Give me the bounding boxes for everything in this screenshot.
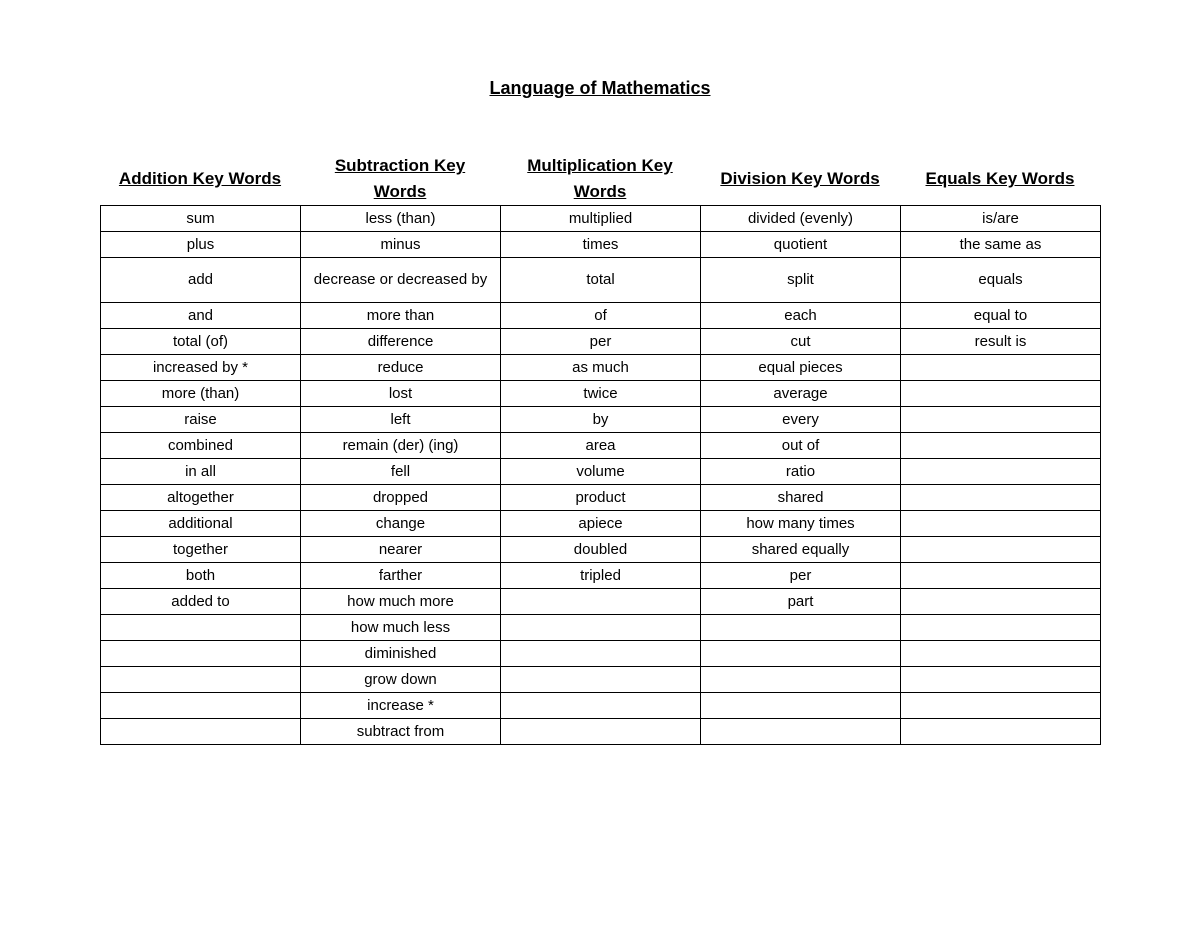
cell-division: equal pieces: [701, 355, 901, 381]
table-row: [101, 485, 1101, 511]
table-row: [101, 206, 1101, 232]
cell-subtraction: minus: [301, 232, 501, 258]
cell-equals: [901, 615, 1101, 641]
cell-multiplication: area: [501, 433, 701, 459]
cell-equals: [901, 355, 1101, 381]
table-row: [101, 511, 1101, 537]
cell-multiplication: [501, 719, 701, 745]
cell-division: [701, 719, 901, 745]
cell-equals: [901, 667, 1101, 693]
cell-division: part: [701, 589, 901, 615]
cell-equals: [901, 459, 1101, 485]
cell-equals: [901, 641, 1101, 667]
cell-multiplication: [501, 667, 701, 693]
cell-equals: result is: [901, 329, 1101, 355]
cell-division: ratio: [701, 459, 901, 485]
cell-multiplication: [501, 589, 701, 615]
cell-equals: [901, 407, 1101, 433]
cell-multiplication: of: [501, 303, 701, 329]
cell-division: every: [701, 407, 901, 433]
cell-equals: equals: [901, 258, 1101, 303]
table-row: [101, 537, 1101, 563]
header-equals: Equals Key Words: [925, 169, 1075, 188]
cell-subtraction: diminished: [301, 641, 501, 667]
cell-subtraction: increase *: [301, 693, 501, 719]
cell-addition: increased by *: [101, 355, 301, 381]
cell-addition: add: [101, 258, 301, 303]
cell-division: split: [701, 258, 901, 303]
cell-equals: is/are: [901, 206, 1101, 232]
cell-division: cut: [701, 329, 901, 355]
cell-subtraction: difference: [301, 329, 501, 355]
cell-addition: total (of): [101, 329, 301, 355]
cell-equals: [901, 433, 1101, 459]
table-row: [101, 693, 1101, 719]
cell-division: shared equally: [701, 537, 901, 563]
cell-multiplication: per: [501, 329, 701, 355]
cell-subtraction: how much less: [301, 615, 501, 641]
cell-equals: the same as: [901, 232, 1101, 258]
cell-division: average: [701, 381, 901, 407]
cell-multiplication: as much: [501, 355, 701, 381]
cell-addition: altogether: [101, 485, 301, 511]
cell-addition: [101, 641, 301, 667]
cell-subtraction: how much more: [301, 589, 501, 615]
cell-addition: combined: [101, 433, 301, 459]
table-row: [101, 355, 1101, 381]
cell-division: how many times: [701, 511, 901, 537]
cell-subtraction: remain (der) (ing): [301, 433, 501, 459]
cell-subtraction: subtract from: [301, 719, 501, 745]
cell-multiplication: doubled: [501, 537, 701, 563]
cell-division: out of: [701, 433, 901, 459]
cell-equals: [901, 381, 1101, 407]
cell-equals: [901, 563, 1101, 589]
table-row: [101, 258, 1101, 303]
header-addition: Addition Key Words: [118, 169, 282, 188]
cell-multiplication: [501, 615, 701, 641]
cell-multiplication: product: [501, 485, 701, 511]
cell-division: [701, 615, 901, 641]
cell-addition: together: [101, 537, 301, 563]
cell-subtraction: grow down: [301, 667, 501, 693]
cell-multiplication: by: [501, 407, 701, 433]
header-multiplication: Multiplication Key Words: [527, 156, 673, 201]
cell-multiplication: [501, 693, 701, 719]
cell-multiplication: multiplied: [501, 206, 701, 232]
table-row: [101, 232, 1101, 258]
cell-subtraction: nearer: [301, 537, 501, 563]
table-row: [101, 589, 1101, 615]
cell-addition: added to: [101, 589, 301, 615]
cell-equals: [901, 719, 1101, 745]
table-header-row: [100, 153, 1100, 205]
table-row: [101, 303, 1101, 329]
table-row: [101, 459, 1101, 485]
cell-subtraction: farther: [301, 563, 501, 589]
cell-equals: [901, 485, 1101, 511]
cell-addition: in all: [101, 459, 301, 485]
cell-subtraction: left: [301, 407, 501, 433]
cell-multiplication: volume: [501, 459, 701, 485]
cell-addition: additional: [101, 511, 301, 537]
cell-addition: [101, 667, 301, 693]
cell-equals: [901, 589, 1101, 615]
cell-addition: [101, 693, 301, 719]
cell-multiplication: apiece: [501, 511, 701, 537]
cell-addition: and: [101, 303, 301, 329]
cell-addition: [101, 615, 301, 641]
cell-subtraction: more than: [301, 303, 501, 329]
table-row: [101, 667, 1101, 693]
table-row: [101, 563, 1101, 589]
cell-division: quotient: [701, 232, 901, 258]
header-subtraction: Subtraction Key Words: [334, 156, 466, 201]
cell-equals: equal to: [901, 303, 1101, 329]
cell-multiplication: tripled: [501, 563, 701, 589]
cell-addition: both: [101, 563, 301, 589]
table-row: [101, 641, 1101, 667]
cell-equals: [901, 511, 1101, 537]
cell-multiplication: times: [501, 232, 701, 258]
table-row: [101, 329, 1101, 355]
cell-division: [701, 693, 901, 719]
cell-subtraction: less (than): [301, 206, 501, 232]
cell-subtraction: decrease or decreased by: [301, 258, 501, 303]
cell-equals: [901, 537, 1101, 563]
cell-addition: plus: [101, 232, 301, 258]
cell-division: shared: [701, 485, 901, 511]
cell-division: [701, 667, 901, 693]
cell-division: [701, 641, 901, 667]
cell-addition: more (than): [101, 381, 301, 407]
cell-equals: [901, 693, 1101, 719]
header-division: Division Key Words: [720, 169, 880, 188]
table-row: [101, 381, 1101, 407]
cell-multiplication: twice: [501, 381, 701, 407]
table-row: [101, 719, 1101, 745]
cell-subtraction: dropped: [301, 485, 501, 511]
page-title: Language of Mathematics: [489, 78, 711, 98]
cell-division: per: [701, 563, 901, 589]
cell-multiplication: total: [501, 258, 701, 303]
cell-multiplication: [501, 641, 701, 667]
cell-addition: raise: [101, 407, 301, 433]
cell-subtraction: fell: [301, 459, 501, 485]
table-row: [101, 615, 1101, 641]
cell-addition: sum: [101, 206, 301, 232]
table-row: [101, 433, 1101, 459]
cell-subtraction: reduce: [301, 355, 501, 381]
cell-subtraction: lost: [301, 381, 501, 407]
cell-subtraction: change: [301, 511, 501, 537]
cell-division: each: [701, 303, 901, 329]
table-row: [101, 407, 1101, 433]
cell-addition: [101, 719, 301, 745]
cell-division: divided (evenly): [701, 206, 901, 232]
key-words-table: [100, 205, 1101, 745]
